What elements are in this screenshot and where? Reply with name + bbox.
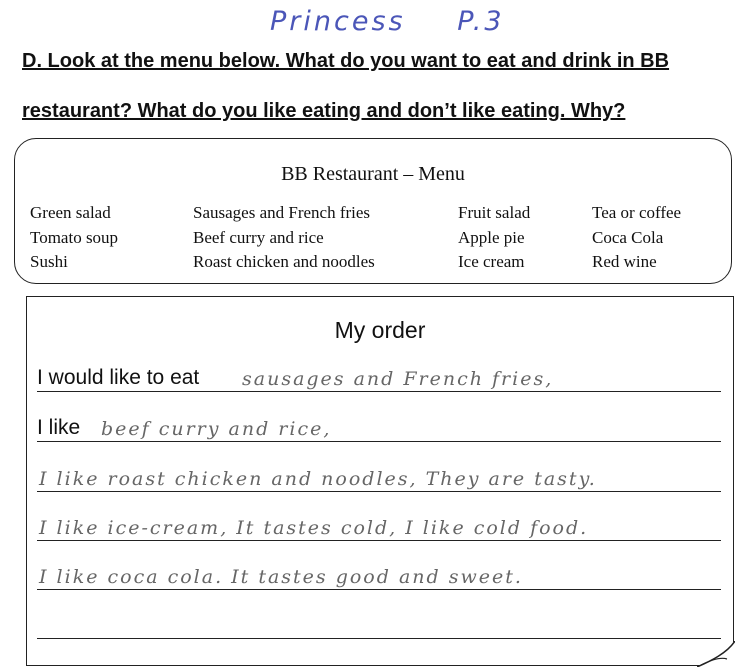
menu-title: BB Restaurant – Menu (281, 163, 465, 185)
menu-item: Green salad (30, 203, 111, 222)
student-name-header (270, 6, 505, 37)
eat-prompt: I would like to eat (37, 366, 200, 389)
menu-item: Beef curry and rice (193, 227, 324, 247)
menu-column-mains (193, 201, 375, 275)
order-line-4 (37, 504, 721, 541)
menu-item: Roast chicken and noodles (193, 252, 375, 271)
order-line-6 (37, 602, 721, 639)
instruction-line-1: D. Look at the menu below. What do you want to eat and drink in BB (22, 50, 670, 72)
handwritten-sentence: I like roast chicken and noodles, They are tasty. (39, 468, 597, 490)
instruction-line-2: restaurant? What do you like eating and don’t like eating. Why? (22, 100, 626, 122)
menu-item: Red wine (592, 252, 657, 271)
student-class: P.3 (457, 6, 505, 37)
order-box (26, 296, 734, 666)
menu-item: Ice cream (458, 252, 525, 271)
eat-answer: sausages and French fries, (242, 368, 554, 390)
menu-item: Sushi (30, 252, 68, 271)
handwritten-sentence: I like ice-cream, It tastes cold, I like cold food. (39, 517, 589, 539)
order-line-like (37, 405, 721, 442)
menu-item: Fruit salad (458, 203, 531, 222)
menu-item: Apple pie (458, 227, 525, 247)
menu-column-drinks (592, 201, 681, 275)
student-name: Princess (270, 6, 406, 37)
menu-column-starters (30, 201, 118, 275)
like-answer: beef curry and rice, (101, 418, 332, 440)
menu-box (14, 138, 732, 284)
order-title: My order (334, 317, 426, 343)
menu-item: Tea or coffee (592, 203, 682, 222)
menu-item: Tomato soup (30, 227, 119, 247)
order-line-eat (37, 355, 721, 392)
menu-column-desserts (458, 201, 530, 275)
handwritten-sentence: I like coca cola. It tastes good and sweet. (39, 566, 523, 588)
order-line-5 (37, 553, 721, 590)
page-curl-icon (697, 641, 735, 667)
like-prompt: I like (37, 416, 81, 439)
order-line-3 (37, 455, 721, 492)
menu-item: Sausages and French fries (193, 203, 371, 222)
menu-item: Coca Cola (592, 227, 664, 247)
